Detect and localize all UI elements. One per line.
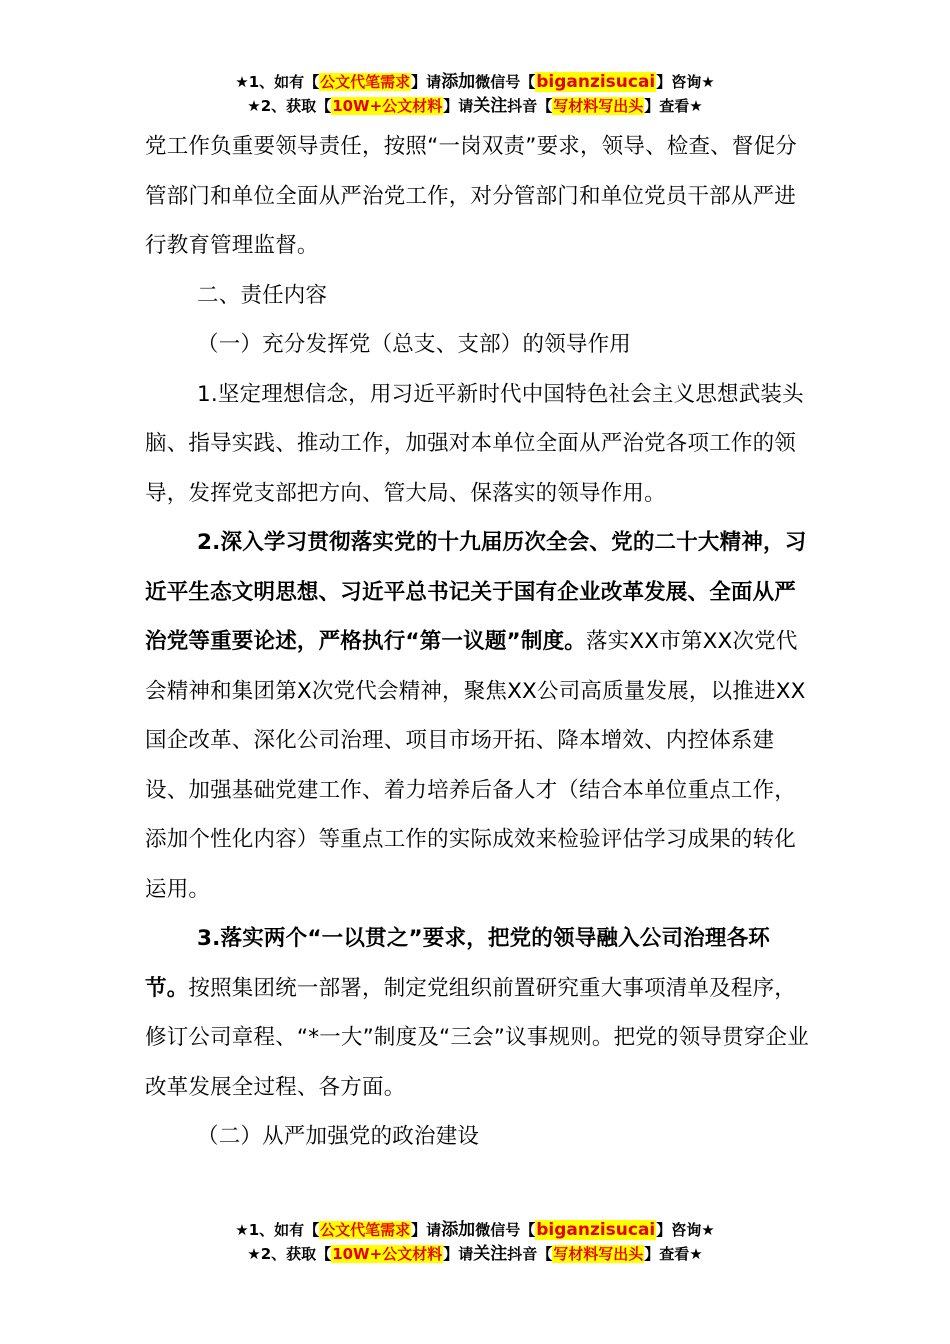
banner-line-2	[0, 94, 950, 118]
banner-text: 】咨询★	[656, 1221, 715, 1239]
banner-line-2	[0, 1242, 950, 1266]
banner-text: 】咨询★	[656, 73, 715, 91]
banner-text: ★2、获取【	[247, 97, 332, 115]
subsection-heading: （二）从严加强党的政治建设	[197, 1124, 480, 1149]
banner-text: 】请	[411, 73, 442, 91]
subsection-heading: （一）充分发挥党（总支、支部）的领导作用	[197, 332, 632, 357]
banner-text: 抖音【	[507, 97, 553, 115]
list-item-1: 1.坚定理想信念，用习近平新时代中国特色社会主义思想武装头脑、指导实践、推动工作，加强对本单位全面从严治党各项工作的领导，发挥党支部把方向、管大局、保落实的领导作用。	[145, 381, 804, 506]
list-item-3-bold: 3.落实两个“一以贯之”要求，把党的领导融入公司治理各环节。	[145, 926, 770, 1001]
list-item-3-text: 按照集团统一部署，制定党组织前置研究重大事项清单及程序，修订公司章程、“*一大”制度及“三会”议事规则。把党的领导贯穿企业改革发展全过程、各方面。	[145, 975, 809, 1100]
banner-emphasis: 关注	[473, 96, 508, 116]
banner-text: 微信号【	[475, 1221, 536, 1239]
banner-text: 】查看★	[644, 1245, 703, 1263]
document-body	[145, 122, 810, 1162]
banner-text: ★1、如有【	[235, 73, 320, 91]
banner-text: 微信号【	[475, 73, 536, 91]
banner-highlight: 10W+公文材料	[332, 1245, 443, 1263]
list-item-3	[145, 914, 810, 1112]
banner-text: 】查看★	[644, 97, 703, 115]
list-item-2	[145, 518, 810, 914]
banner-emphasis: 添加	[441, 1220, 476, 1240]
banner-wechat-id: biganzisucai	[536, 1220, 656, 1240]
header-banner	[0, 70, 950, 118]
banner-text: 抖音【	[507, 1245, 553, 1263]
list-item-2-text: 落实XX市第XX次党代会精神和集团第X次党代会精神，聚焦XX公司高质量发展，以推进XX国企改革、深化公司治理、项目市场开拓、降本增效、内控体系建设、加强基础党建工作、着力培养后备人才（结合本单位重点工作，添加个性化内容）等重点工作的实际成效来检验评估学习成果的转化运用。	[145, 629, 806, 902]
banner-line-1	[0, 1218, 950, 1242]
banner-highlight: 公文代笔需求	[320, 73, 411, 91]
banner-text: ★1、如有【	[235, 1221, 320, 1239]
banner-text: 】请	[443, 97, 474, 115]
banner-highlight: 10W+公文材料	[332, 97, 443, 115]
banner-text: ★2、获取【	[247, 1245, 332, 1263]
list-item-2-bold: 2.深入学习贯彻落实党的十九届历次全会、党的二十大精神，习近平生态文明思想、习近平总书记关于国有企业改革发展、全面从严治党等重要论述，严格执行“第一议题”制度。	[145, 530, 807, 654]
paragraph-continuation: 党工作负重要领导责任，按照“一岗双责”要求，领导、检查、督促分管部门和单位全面从严治党工作，对分管部门和单位党员干部从严进行教育管理监督。	[145, 134, 797, 258]
footer-banner	[0, 1218, 950, 1266]
banner-text: 】请	[411, 1221, 442, 1239]
banner-text: 】请	[443, 1245, 474, 1263]
banner-emphasis: 添加	[441, 72, 476, 92]
banner-highlight: 写材料写出头	[553, 1245, 644, 1263]
banner-wechat-id: biganzisucai	[536, 72, 656, 92]
section-heading: 二、责任内容	[197, 282, 328, 308]
banner-emphasis: 关注	[473, 1244, 508, 1264]
banner-highlight: 公文代笔需求	[320, 1221, 411, 1239]
banner-line-1	[0, 70, 950, 94]
banner-highlight: 写材料写出头	[553, 97, 644, 115]
